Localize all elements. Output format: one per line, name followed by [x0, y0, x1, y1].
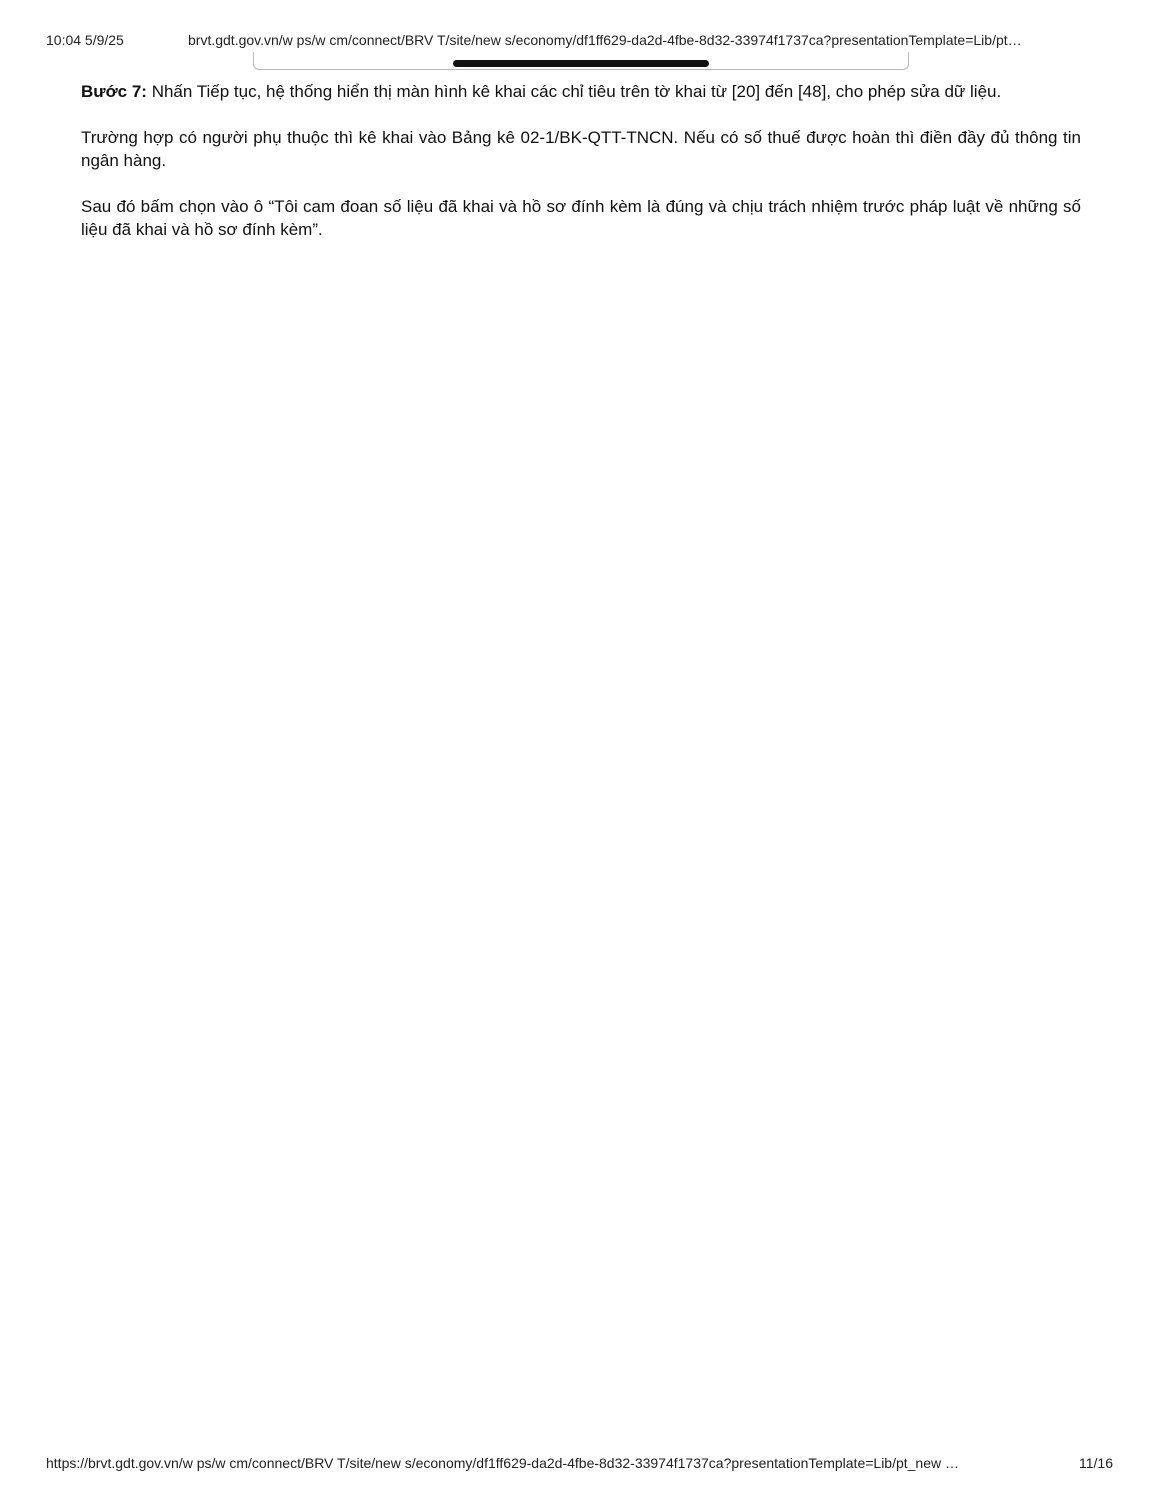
step-label: Bước 7: [81, 82, 147, 101]
step-7-text: Nhấn Tiếp tục, hệ thống hiển thị màn hình kê khai các chỉ tiêu trên tờ khai từ [20] đến [48], cho phép sửa dữ liệu. [146, 82, 1002, 101]
step-7-paragraph [81, 80, 1081, 103]
commitment-paragraph: Sau đó bấm chọn vào ô “Tôi cam đoan số liệu đã khai và hồ sơ đính kèm là đúng và chịu trách nhiệm trước pháp luật về những số liệu đã khai và hồ sơ đính kèm”. [81, 197, 1081, 239]
page-number: 11/16 [1079, 1455, 1113, 1471]
article-content [81, 80, 1081, 264]
print-datetime: 10:04 5/9/25 [46, 32, 124, 48]
print-footer-url: https://brvt.gdt.gov.vn/w ps/w cm/connect/BRV T/site/new s/economy/df1ff629-da2d-4fbe-8d32-33974f1737ca?presentationTemplate=Lib/pt_new … [46, 1455, 960, 1471]
print-header [46, 30, 1113, 50]
print-header-url: brvt.gdt.gov.vn/w ps/w cm/connect/BRV T/site/new s/economy/df1ff629-da2d-4fbe-8d32-33974f1737ca?presentationTemplate=Lib/pt… [188, 32, 1022, 48]
dependents-paragraph: Trường hợp có người phụ thuộc thì kê khai vào Bảng kê 02-1/BK-QTT-TNCN. Nếu có số thuế được hoàn thì điền đầy đủ thông tin ngân hàng. [81, 128, 1081, 170]
horizontal-scrollbar-thumb[interactable] [453, 60, 709, 67]
print-footer [46, 1453, 1113, 1473]
